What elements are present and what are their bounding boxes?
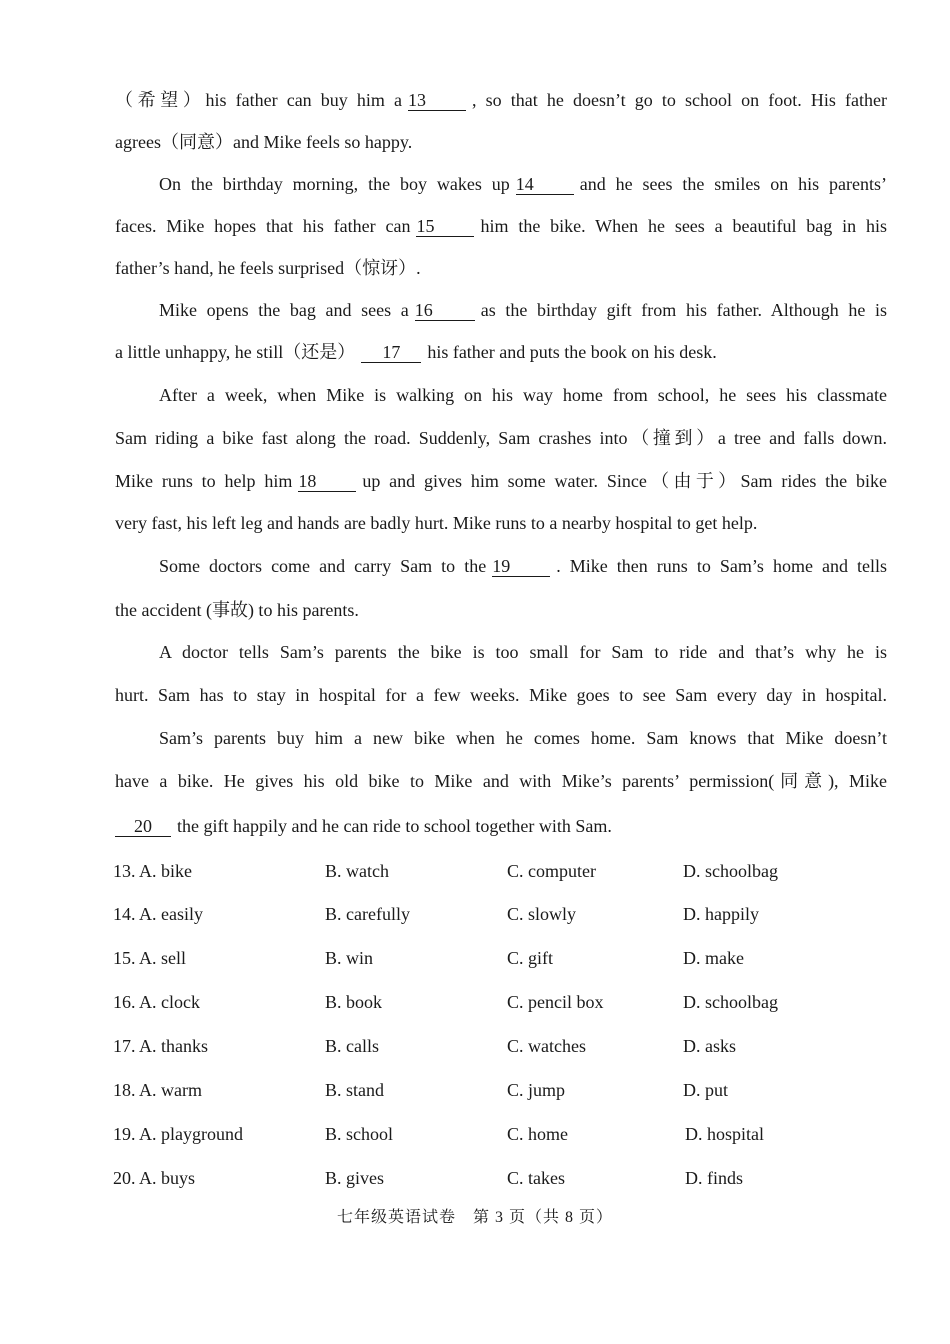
option-d: D. make: [683, 948, 744, 968]
answer-blank-19: 19: [492, 556, 550, 577]
passage-text: a little unhappy, he still（还是）: [115, 342, 356, 362]
option-b: B. book: [325, 992, 383, 1012]
passage-line-11: very fast, his left leg and hands are badly hurt. Mike runs to a nearby hospital to get help.: [115, 513, 758, 533]
option-row-15: [113, 945, 873, 971]
passage-line-16: Sam’s parents buy him a new bike when he comes home. Sam knows that Mike doesn’t: [159, 728, 887, 748]
option-row-16: [113, 989, 873, 1015]
option-c: C. watches: [507, 1036, 586, 1056]
passage-line-18: [115, 814, 887, 838]
option-c: C. pencil box: [507, 992, 604, 1012]
option-b: B. stand: [325, 1080, 385, 1100]
passage-text: the gift happily and he can ride to school together with Sam.: [177, 816, 612, 836]
passage-text: Mike opens the bag and sees a: [159, 300, 409, 320]
passage-line-10: [115, 469, 887, 493]
option-a: 19. A. playground: [113, 1124, 243, 1144]
option-b: B. calls: [325, 1036, 379, 1056]
option-row-19: [113, 1121, 873, 1147]
passage-line-13: the accident (事故) to his parents.: [115, 600, 359, 620]
passage-text: , so that he doesn’t go to school on foot. His father: [472, 90, 887, 110]
option-d: D. put: [683, 1080, 728, 1100]
passage-text: him the bike. When he sees a beautiful bag in his: [480, 216, 887, 236]
page-footer: 七年级英语试卷 第 3 页（共 8 页）: [336, 1209, 613, 1226]
option-a: 14. A. easily: [113, 904, 203, 924]
option-d: D. happily: [683, 904, 759, 924]
option-b: B. school: [325, 1124, 394, 1144]
option-c: C. gift: [507, 948, 554, 968]
answer-blank-18: 18: [298, 471, 356, 492]
option-b: B. watch: [325, 861, 389, 881]
passage-line-17: have a bike. He gives his old bike to Mike and with Mike’s parents’ permission(同意), Mike: [115, 771, 887, 791]
passage-text: （希望）his father can buy him a: [115, 90, 403, 110]
option-d: D. hospital: [685, 1124, 764, 1144]
answer-blank-16: 16: [415, 300, 475, 321]
passage-text: up and gives him some water. Since（由于）Sam rides the bike: [362, 471, 887, 491]
answer-blank-13: 13: [408, 90, 466, 111]
option-row-13: [113, 858, 873, 884]
option-a: 16. A. clock: [113, 992, 200, 1012]
passage-text: . Mike then runs to Sam’s home and tells: [556, 556, 887, 576]
passage-text: faces. Mike hopes that his father can: [115, 216, 411, 236]
option-d: D. schoolbag: [683, 992, 778, 1012]
passage-line-6: [159, 298, 887, 322]
passage-text: as the birthday gift from his father. Although he is: [480, 300, 887, 320]
passage-text: his father and puts the book on his desk.: [427, 342, 717, 362]
answer-blank-15: 15: [416, 216, 474, 237]
passage-line-4: [115, 214, 887, 238]
passage-text: and he sees the smiles on his parents’: [579, 174, 887, 194]
option-c: C. home: [507, 1124, 568, 1144]
option-row-18: [113, 1077, 873, 1103]
option-d: D. asks: [683, 1036, 736, 1056]
passage-text: Some doctors come and carry Sam to the: [159, 556, 487, 576]
option-a: 18. A. warm: [113, 1080, 202, 1100]
answer-blank-14: 14: [516, 174, 574, 195]
passage-line-12: [159, 554, 887, 578]
option-b: B. gives: [325, 1168, 385, 1188]
option-b: B. carefully: [325, 904, 410, 924]
answer-blank-20: 20: [115, 816, 171, 837]
passage-text: On the birthday morning, the boy wakes up: [159, 174, 510, 194]
option-row-17: [113, 1033, 873, 1059]
option-a: 17. A. thanks: [113, 1036, 209, 1056]
passage-text: Mike runs to help him: [115, 471, 293, 491]
passage-line-9: Sam riding a bike fast along the road. Suddenly, Sam crashes into（撞到）a tree and falls down.: [115, 428, 887, 448]
passage-line-7: [115, 340, 887, 364]
option-c: C. computer: [507, 861, 596, 881]
option-d: D. finds: [685, 1168, 743, 1188]
passage-line-1: [115, 88, 887, 112]
option-c: C. takes: [507, 1168, 565, 1188]
answer-blank-17: 17: [361, 342, 421, 363]
option-a: 13. A. bike: [113, 861, 192, 881]
passage-line-2: agrees（同意）and Mike feels so happy.: [115, 132, 413, 152]
passage-line-14: A doctor tells Sam’s parents the bike is too small for Sam to ride and that’s why he is: [159, 642, 887, 662]
passage-line-8: After a week, when Mike is walking on his way home from school, he sees his classmate: [159, 385, 887, 405]
option-a: 15. A. sell: [113, 948, 187, 968]
option-row-20: [113, 1165, 873, 1191]
passage-line-15: hurt. Sam has to stay in hospital for a few weeks. Mike goes to see Sam every day in hospital.: [115, 685, 887, 705]
option-d: D. schoolbag: [683, 861, 778, 881]
option-row-14: [113, 901, 873, 927]
passage-line-3: [159, 172, 887, 196]
option-a: 20. A. buys: [113, 1168, 196, 1188]
option-c: C. jump: [507, 1080, 566, 1100]
passage-line-5: father’s hand, he feels surprised（惊讶）.: [115, 258, 421, 278]
option-c: C. slowly: [507, 904, 577, 924]
option-b: B. win: [325, 948, 374, 968]
